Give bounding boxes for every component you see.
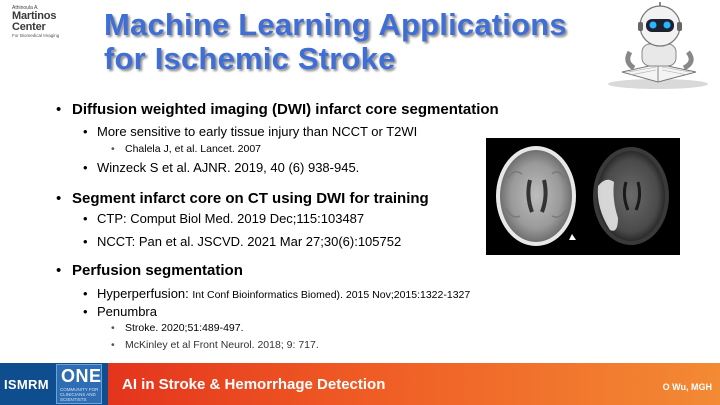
bullet-dwi-core: • Diffusion weighted imaging (DWI) infarct core segmentation: [56, 101, 499, 118]
reference-chalela: • Chalela J, et al. Lancet. 2007: [111, 143, 262, 155]
reference-mckinley: • McKinley et al Front Neurol. 2018; 9: 717.: [111, 339, 319, 351]
subbullet-winzeck: • Winzeck S et al. AJNR. 2019, 40 (6) 938-945.: [83, 160, 360, 175]
logo-line3: Center: [12, 21, 46, 33]
ismrm-brand-area: [0, 363, 108, 405]
one-logo-subtext: COMMUNITY FOR CLINICIANS AND SCIENTISTS: [60, 387, 99, 402]
reference-stroke: • Stroke. 2020;51:489-497.: [111, 322, 244, 334]
footer-title: AI in Stroke & Hemorrhage Detection: [122, 376, 386, 393]
footer-author: O Wu, MGH: [662, 382, 712, 392]
bullet-ct-core: • Segment infarct core on CT using DWI for training: [56, 190, 429, 207]
reference-text: Chalela J, et al. Lancet. 2007: [125, 143, 262, 155]
logo-line2: Martinos: [12, 10, 57, 22]
footer-title-bar: [108, 363, 720, 405]
subbullet-text: CTP: Comput Biol Med. 2019 Dec;115:103487: [97, 211, 365, 226]
brain-scan-image: [486, 138, 680, 255]
reference-text: Stroke. 2020;51:489-497.: [125, 322, 244, 334]
one-community-logo: [56, 364, 102, 404]
subbullet-ctp: • CTP: Comput Biol Med. 2019 Dec;115:103487: [83, 211, 365, 226]
subbullet-text: Penumbra: [97, 304, 157, 319]
subbullet-sensitivity: • More sensitive to early tissue injury than NCCT or T2WI: [83, 124, 418, 139]
ismrm-logo: ISMRM: [4, 377, 49, 392]
bullet-text: Diffusion weighted imaging (DWI) infarct core segmentation: [72, 101, 499, 118]
subbullet-penumbra: • Penumbra: [83, 304, 157, 319]
subbullet-hyperperfusion: • Hyperperfusion: Int Conf Bioinformatics Biomed). 2015 Nov;2015:1322-1327: [83, 286, 471, 301]
one-logo-text: ONE: [61, 366, 102, 386]
bullet-perfusion: • Perfusion segmentation: [56, 262, 243, 279]
subbullet-text: NCCT: Pan et al. JSCVD. 2021 Mar 27;30(6):105752: [97, 234, 402, 249]
title-line1: Machine Learning Applications: [104, 7, 567, 42]
logo-line1: Athinoula A.: [12, 5, 39, 11]
subbullet-ncct: • NCCT: Pan et al. JSCVD. 2021 Mar 27;30(6):105752: [83, 234, 402, 249]
bullet-text: Segment infarct core on CT using DWI for training: [72, 190, 429, 207]
reference-text: McKinley et al Front Neurol. 2018; 9: 717.: [125, 339, 319, 351]
bullet-text: Perfusion segmentation: [72, 262, 243, 279]
logo-line4: For Biomedical Imaging: [12, 33, 60, 38]
reference-text: Int Conf Bioinformatics Biomed). 2015 Nov;2015:1322-1327: [192, 289, 471, 301]
subbullet-text: Winzeck S et al. AJNR. 2019, 40 (6) 938-945.: [97, 160, 360, 175]
slide-footer: [0, 363, 720, 405]
subbullet-text: Hyperperfusion:: [97, 286, 193, 301]
subbullet-text: More sensitive to early tissue injury than NCCT or T2WI: [97, 124, 418, 139]
title-line2: for Ischemic Stroke: [104, 41, 396, 76]
